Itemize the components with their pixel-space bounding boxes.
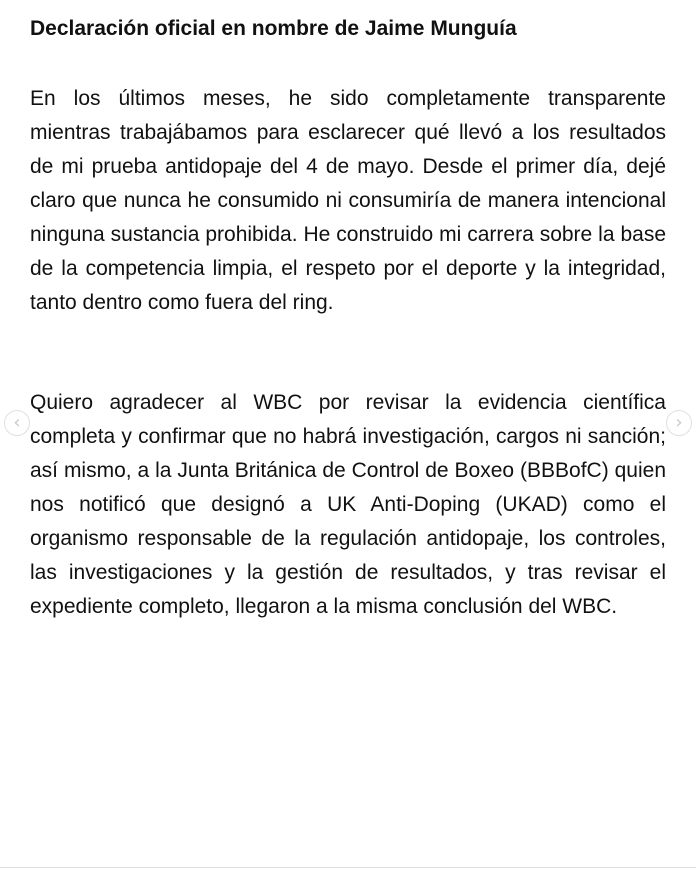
chevron-right-icon[interactable]: ›	[666, 410, 692, 436]
paragraph-2: Quiero agradecer al WBC por revisar la evidencia científica completa y confirmar que no habrá investigación, cargos ni sanción; así mismo, a la Junta Británica de Control de Boxeo (BBBofC) quien nos notificó que designó a UK Anti-Doping (UKAD) como el organismo responsable de la regulación antidopaje, los controles, las investigaciones y la gestión de resultados, y tras revisar el expediente completo, llegaron a la misma conclusión del WBC.	[30, 391, 666, 618]
page-title: Declaración oficial en nombre de Jaime Munguía	[30, 17, 517, 40]
chevron-left-icon[interactable]: ‹	[4, 410, 30, 436]
paragraph-1: En los últimos meses, he sido completamente transparente mientras trabajábamos para esclarecer qué llevó a los resultados de mi prueba antidopaje del 4 de mayo. Desde el primer día, dejé claro que nunca he consumido ni consumiría de manera intencional ninguna sustancia prohibida. He construido mi carrera sobre la base de la competencia limpia, el respeto por el deporte y la integridad, tanto dentro como fuera del ring.	[30, 87, 666, 314]
divider	[0, 867, 696, 868]
